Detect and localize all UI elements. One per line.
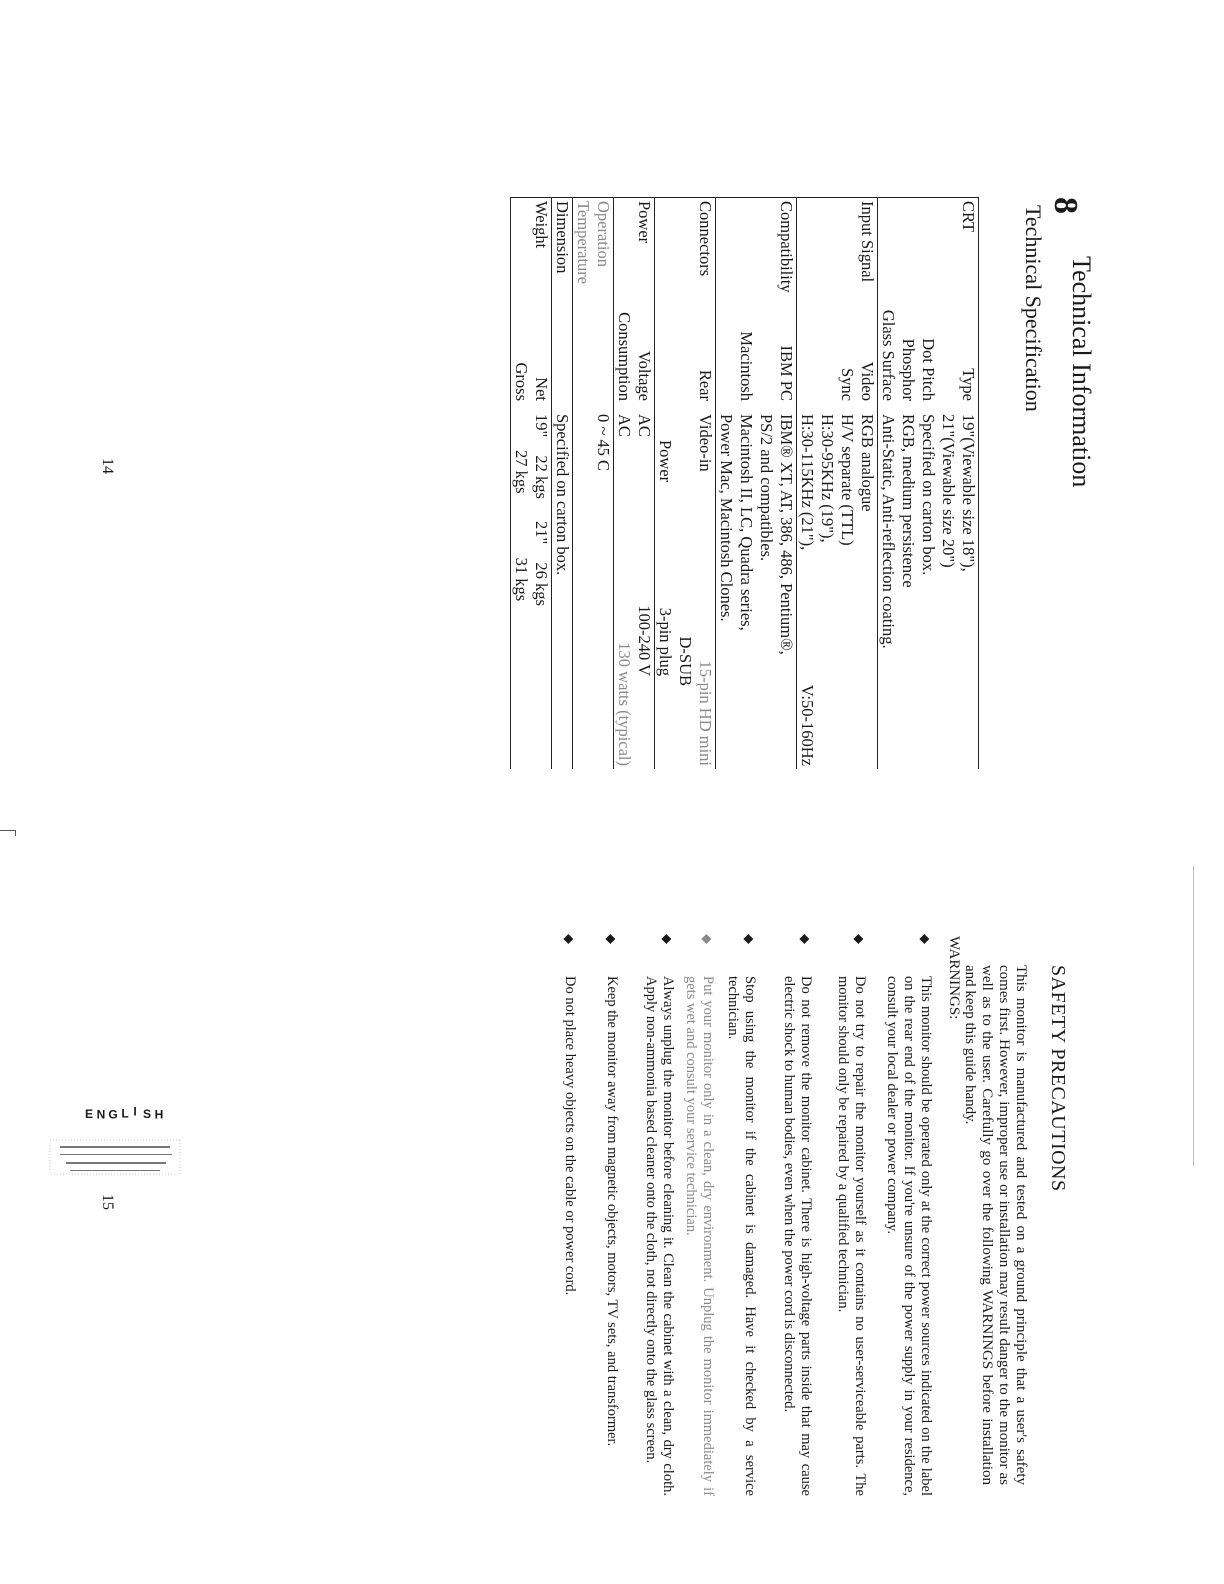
tab-letter: G — [108, 1107, 118, 1122]
spec-category: Connectors — [696, 201, 715, 277]
table-row — [614, 198, 635, 770]
connector-value: 3-pin plug — [656, 607, 675, 676]
english-tab — [108, 1136, 150, 1196]
table-row — [958, 198, 979, 770]
weight-net-21: 26 kgs — [532, 562, 551, 606]
spec-value — [614, 411, 635, 769]
scan-speckle — [40, 1136, 190, 1196]
spec-category: Dimension — [552, 198, 573, 303]
list-item — [642, 936, 676, 1496]
table-row — [736, 198, 756, 770]
list-item — [834, 936, 868, 1496]
bullet-icon: ◆ — [798, 934, 813, 944]
list-item — [724, 936, 758, 1496]
spec-value: 21"(Viewable size 20") — [939, 414, 958, 568]
spec-label: Macintosh — [737, 331, 756, 401]
table-row — [552, 198, 573, 770]
spec-value: Anti-Static, Anti-reflection coating. — [878, 411, 899, 769]
spec-label: Gross — [512, 362, 531, 401]
power-ac: AC — [635, 414, 654, 437]
weight-size-19: 19" — [532, 414, 551, 438]
weight-gross-21: 31 kgs — [512, 557, 531, 602]
weight-size-21: 21" — [532, 521, 551, 545]
power-ac: AC — [615, 414, 634, 437]
spec-category: Weight — [532, 201, 551, 249]
table-row — [837, 198, 857, 770]
table-row — [938, 198, 958, 770]
table-row — [511, 198, 532, 770]
table-row — [675, 198, 695, 770]
spec-value: Specified on carton box. — [552, 411, 573, 769]
tab-letter: L — [121, 1106, 129, 1121]
section-title: Technical Specification — [1021, 205, 1046, 412]
table-row — [776, 198, 797, 770]
spec-category: Compatibility — [777, 201, 796, 293]
chapter-number: 8 — [1047, 197, 1084, 214]
spec-value — [675, 411, 695, 769]
table-row — [655, 198, 676, 770]
warnings-heading: WARNINGS: — [946, 936, 962, 1020]
warning-text: Do not try to repair the monitor yourself as it contains no user-serviceable parts. The monitor should only be repaired by a qualified technician. — [835, 976, 868, 1496]
warning-text: Put your monitor only in a clean, dry environment. Unplug the monitor immediately if gets wet and consult your service technician. — [683, 976, 716, 1496]
weight-gross-19: 27 kgs — [512, 450, 531, 494]
bullet-icon: ◆ — [742, 934, 757, 944]
warning-text: Do not place heavy objects on the cable or power cord. — [562, 976, 578, 1296]
spec-category: Operation — [594, 201, 613, 267]
spec-label: Consumption — [614, 302, 635, 411]
list-item — [603, 936, 620, 1496]
spec-category: Power — [635, 201, 654, 244]
table-row — [756, 198, 776, 770]
warning-text: Stop using the monitor if the cabinet is damaged. Have it checked by a service technician. — [725, 976, 758, 1496]
spec-value-h: H:30-115KHz (21"), — [798, 414, 817, 551]
chapter-title: Technical Information — [1067, 256, 1096, 488]
connector-value: D-SUB — [676, 636, 695, 686]
table-row — [573, 198, 594, 770]
bullet-icon: ◆ — [562, 934, 577, 944]
bullet-icon: ◆ — [604, 934, 619, 944]
bullet-icon: ◆ — [918, 934, 933, 944]
spec-value: PS/2 and compatibles. — [757, 414, 776, 562]
warning-text: Keep the monitor away from magnetic objects, motors, TV sets, and transformer. — [604, 976, 620, 1447]
scan-mark — [15, 830, 16, 836]
spec-value — [655, 411, 676, 769]
table-row — [634, 198, 655, 770]
spec-label: Net — [532, 377, 551, 401]
bullet-icon: ◆ — [852, 934, 867, 944]
power-value: 100-240 V — [635, 605, 654, 676]
list-item — [561, 936, 578, 1496]
list-item — [682, 936, 716, 1496]
tab-letter: E — [84, 1107, 94, 1122]
power-value: 130 watts (typical) — [615, 642, 634, 766]
table-row — [817, 198, 837, 770]
spec-value: H:30-95KHz (19"), — [818, 414, 837, 543]
spec-category: Input Signal — [858, 201, 877, 283]
list-item — [883, 936, 934, 1496]
spec-value — [695, 411, 716, 769]
english-tab-letters — [84, 1104, 184, 1134]
spec-label: Phosphor — [899, 338, 918, 401]
spec-category: CRT — [959, 201, 978, 233]
spec-label: Type — [959, 368, 978, 401]
scan-mark — [0, 830, 16, 831]
table-row — [918, 198, 938, 770]
spec-label: IBM PC — [777, 345, 796, 401]
tab-letter: N — [96, 1107, 106, 1122]
tab-letter: I — [133, 1104, 137, 1119]
spec-value — [511, 411, 532, 769]
page-number: 15 — [99, 1194, 116, 1210]
spec-value: Power Mac, Macintosh Clones. — [716, 411, 737, 769]
tab-letter: S — [142, 1107, 152, 1122]
spec-value-v: V:50-160Hz — [798, 684, 817, 766]
table-row — [857, 198, 878, 770]
spec-value: 19"(Viewable size 18"), — [959, 414, 978, 572]
spec-category: Temperature — [573, 198, 594, 303]
warning-text: Always unplug the monitor before cleaning it. Clean the cabinet with a clean, dry cloth. Apply non-ammonia based cleaner onto the cloth, not directly onto the glass screen. — [643, 976, 676, 1496]
spec-value: Macintosh II, LC, Quadra series, — [737, 414, 756, 631]
spec-value: IBM® XT, AT, 386, 486, Pentium®, — [777, 414, 796, 655]
warning-text: This monitor should be operated only at the correct power sources indicated on the label on the rear end of the monitor. If you're unsure of the power supply in your residence, consult your local dealer or power company. — [884, 976, 934, 1496]
warning-text: Do not remove the monitor cabinet. There is high-voltage parts inside that may cause electric shock to human bodies, even when the power cord is disconnected. — [781, 976, 814, 1496]
list-item — [780, 936, 814, 1496]
connector-label: Power — [656, 440, 675, 483]
table-row — [593, 198, 614, 770]
table-row — [898, 198, 918, 770]
spec-value — [531, 411, 552, 769]
spec-value: Specified on carton box. — [919, 414, 938, 576]
spec-value — [634, 411, 655, 769]
spec-label: Glass Surface — [878, 302, 899, 411]
spec-label: Dot Pitch — [919, 338, 938, 401]
spec-value: RGB, medium persistence — [899, 414, 918, 588]
spec-value: H/V separate (TTL) — [838, 414, 857, 546]
page-number: 14 — [99, 458, 116, 474]
spec-label: Voltage — [635, 350, 654, 401]
bullet-icon: ◆ — [660, 934, 675, 944]
table-row — [716, 198, 737, 770]
connector-label: Video-in — [696, 414, 715, 472]
safety-title: SAFETY PRECAUTIONS — [1047, 965, 1069, 1192]
spec-value: 0 ~ 45 C — [594, 414, 613, 472]
spec-value — [797, 411, 818, 769]
connector-value: 15-pin HD mini — [696, 660, 715, 766]
spec-table — [510, 197, 979, 769]
intro-paragraph: This monitor is manufactured and tested on a ground principle that a user's safety comes first. However, improper use or installation may result danger to the monitor as well as to the user. Carefully go over the following WARNINGS before installation and keep this guide handy. — [962, 965, 1029, 1485]
table-row — [695, 198, 716, 770]
weight-net-19: 22 kgs — [532, 455, 551, 499]
spec-label: Rear — [696, 369, 715, 401]
table-row — [531, 198, 552, 770]
bullet-icon: ◆ — [700, 934, 715, 944]
spec-label: Video — [858, 361, 877, 401]
tab-letter: H — [154, 1107, 164, 1122]
spec-label: Sync — [838, 368, 857, 401]
table-row — [797, 198, 818, 770]
spec-value: RGB analogue — [858, 414, 877, 512]
table-row — [878, 198, 899, 770]
scan-mark — [1193, 866, 1194, 1166]
